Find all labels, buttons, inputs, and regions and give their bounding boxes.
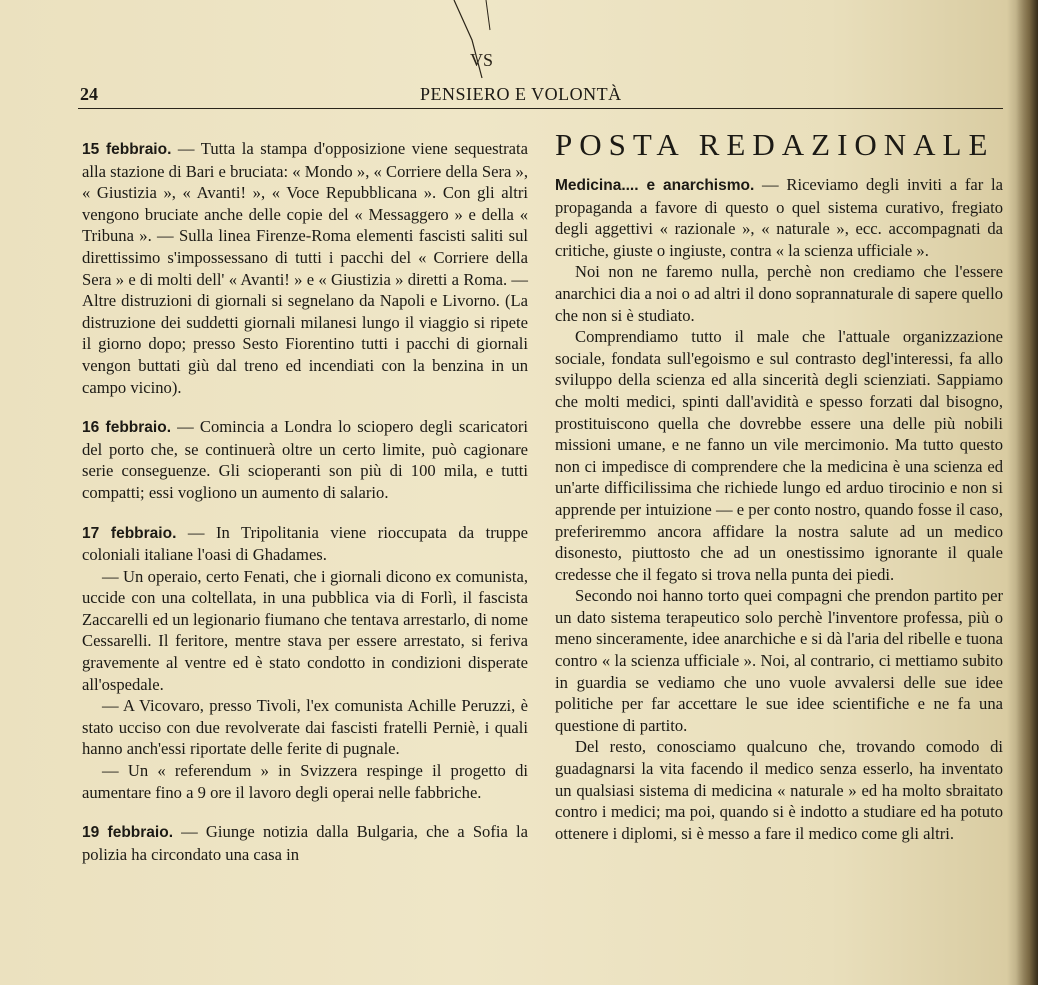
- running-title: PENSIERO E VOLONTÀ: [420, 84, 622, 104]
- entry-date: 17 febbraio.: [82, 524, 177, 542]
- chronicle-entry: [82, 138, 528, 398]
- entry-paragraph: — Un operaio, certo Fenati, che i giornali dicono ex comunista, uccide con una coltellata, in una pubblica via di Forlì, il fascista Zaccarelli ed un legionario fiumano che tentava arrestarlo, di nome Cessarelli. Il feritore, mentre stava per essere arrestato, si feriva gravemente al ventre ed è stato condotto in condizioni disperate all'ospedale.: [82, 566, 528, 694]
- entry-text: — Comincia a Londra lo sciopero degli scaricatori del porto che, se continuerà oltre un certo limite, può cagionare serie conseguenze. Gli scioperanti son più di 100 mila, e tutti compatti; essi vogliono un aumento di salario.: [82, 417, 529, 502]
- chronicle-entry: [82, 821, 528, 865]
- chronicle-entry: [82, 416, 528, 503]
- section-subhead: Medicina.... e anarchismo.: [555, 177, 755, 194]
- chronicle-entry: [82, 522, 528, 804]
- torn-corner-mark: [440, 0, 540, 80]
- entry-paragraph: [82, 522, 528, 566]
- right-column: [555, 128, 1003, 844]
- entry-date: 19 febbraio.: [82, 824, 174, 842]
- book-spine-shadow: [1016, 0, 1038, 985]
- paragraph-text: — Riceviamo degli inviti a far la propaganda a favore di questo o quel sistema curativo, fregiato degli aggettivi « razionale », « naturale », ecc. accompagnati da critiche, giuste o ingiuste, contra « la scienza ufficiale ».: [555, 175, 1003, 260]
- column-paragraph: [555, 174, 1003, 261]
- entry-text: — In Tripolitania viene rioccupata da truppe coloniali italiane l'oasi di Ghadames.: [82, 522, 528, 565]
- column-paragraph: Secondo noi hanno torto quei compagni che prendon partito per un dato sistema terapeutico solo perchè l'inventore professa, più o meno sinceramente, idee anarchiche e si dà l'aria del ribelle e tuona contro « la scienza ufficiale ». Noi, al contrario, ci mettiamo subito in guardia se vediamo che uno vuole avvalersi delle sue idee politiche per far accettare le sue idee scientifiche e ne fa una questione di partito.: [555, 586, 1003, 735]
- entry-paragraph: [82, 138, 528, 398]
- left-column: [82, 138, 528, 883]
- page-number: 24: [80, 84, 98, 104]
- entry-text: — Giunge notizia dalla Bulgaria, che a Sofia la polizia ha circondato una casa in: [82, 822, 528, 864]
- header-rule: [78, 108, 1003, 109]
- entry-paragraph: — Un « referendum » in Svizzera respinge il progetto di aumentare fino a 9 ore il lavoro degli operai nelle fabbriche.: [82, 761, 528, 802]
- column-paragraph: Del resto, conosciamo qualcuno che, trovando comodo di guadagnarsi la vita facendo il medico senza esserlo, ha inventato un qualsiasi sistema di medicina « naturale » ed ha molto sbraitato contro i medici; ma poi, quando si è indotto a studiare ed ha potuto ottenere i diplomi, si è messo a fare il medico come gli altri.: [555, 737, 1003, 843]
- entry-date: 15 febbraio.: [82, 141, 172, 158]
- column-paragraph: Comprendiamo tutto il male che l'attuale organizzazione sociale, fondata sull'egoismo e sul contrasto degl'interessi, fa allo sviluppo della scienza ed alla sincerità degli scienziati. Sappiamo che molti medici, spinti dall'avidità e spesso forzati dal bisogno, prostituiscono quella che dovrebbe essere una delle più nobili missioni umane, e ne fanno un vile mercimonio. Ma tutto questo non ci impedisce di comprendere che la medicina è una scienza ed un'arte difficilissima che richiede lungo ed arduo tirocinio e non si apprende per intuizione — e per conto nostro, quando fosse il caso, preferiremmo ancora affidare la nostra salute ad un medico disonesto, piuttosto che ad un onestissimo ignorante il quale credesse che il fegato si trova nella punta dei piedi.: [555, 327, 1003, 584]
- entry-date: 16 febbraio.: [82, 419, 172, 437]
- entry-paragraph: [82, 821, 528, 865]
- column-paragraph: Noi non ne faremo nulla, perchè non crediamo che l'essere anarchici dia a noi o ad altri il dono soprannaturale di sapere quello che non si è studiato.: [555, 262, 1003, 325]
- page-header: [0, 84, 1038, 108]
- entry-paragraph: — A Vicovaro, presso Tivoli, l'ex comunista Achille Peruzzi, è stato ucciso con due revolverate dai fascisti fratelli Perniè, i quali hanno anch'essi riportate delle ferite di pugnale.: [82, 696, 528, 759]
- entry-paragraph: [82, 416, 528, 503]
- corner-mark-text: VS: [470, 50, 494, 70]
- entry-text: — Tutta la stampa d'opposizione viene sequestrata alla stazione di Bari e bruciata: « Mondo », « Corriere della Sera », « Giustizia », « Avanti! », « Voce Repubblicana ». Con gli altri vengono bruciate anche delle copie del « Messaggero » e della « Tribuna ». — Sulla linea Firenze-Roma elementi fascisti saliti sul direttissimo s'impossessano di tutti i pacchi del « Corriere della Sera » e di molti dell' « Avanti! » e « Giustizia » diretti a Roma. — Altre distruzioni di giornali si segnelano da Napoli e Livorno. (La distruzione dei suddetti giornali milanesi lungo il viaggio si ripete il giorno dopo; presso Sesto Fiorentino tutti i pacchi di giornali vengon buttati giù dal treno ed incendiati con la benzina in un campo vicino).: [82, 139, 528, 397]
- section-title: POSTA REDAZIONALE: [555, 127, 995, 162]
